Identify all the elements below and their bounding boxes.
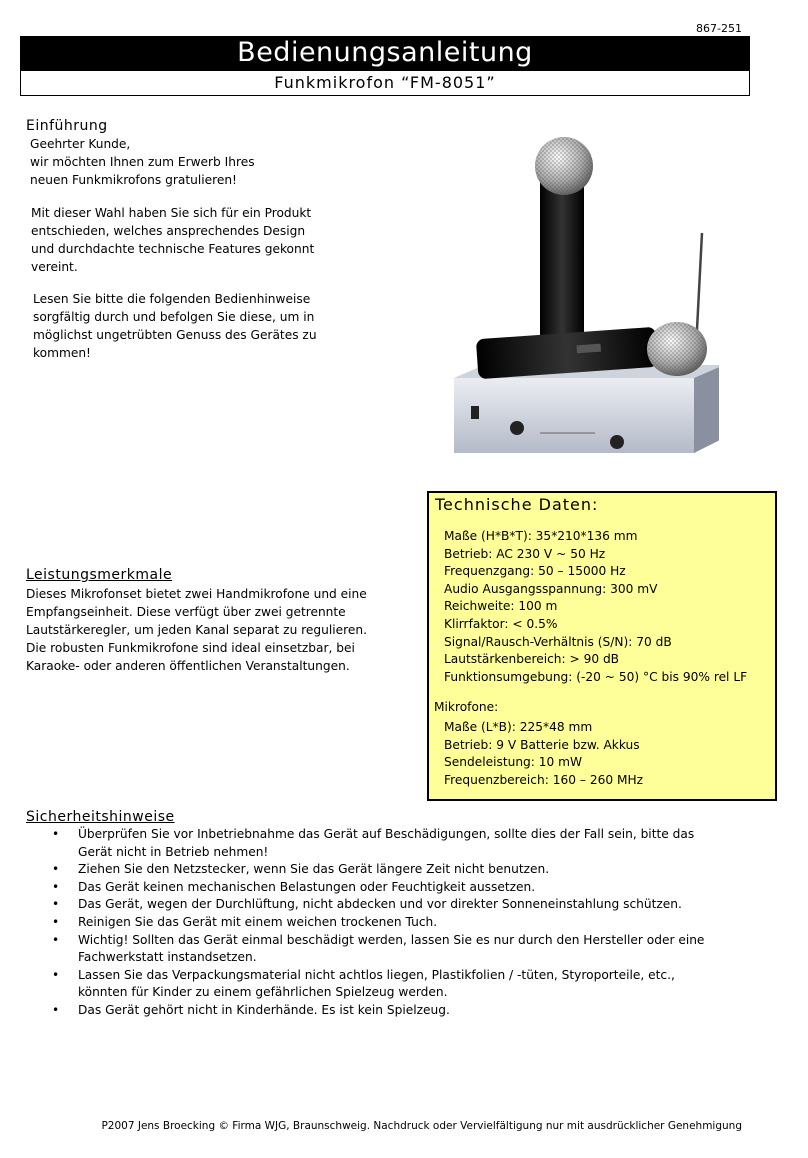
- volume-knob-icon: [510, 421, 524, 435]
- microphone-switch: [576, 344, 600, 354]
- text-line: neuen Funkmikrofons gratulieren!: [30, 173, 237, 187]
- text-line: entschieden, welches ansprechendes Design: [31, 224, 306, 238]
- technical-data-box: [427, 491, 777, 801]
- microphones-heading: Mikrofone:: [434, 700, 499, 714]
- text-line: • Überprüfen Sie vor Inbetriebnahme das Gerät auf Beschädigungen, sollte dies der Fall sein, bitte das: [78, 827, 695, 841]
- text-line: vereint.: [31, 260, 78, 274]
- spec-line: Betrieb: 9 V Batterie bzw. Akkus: [444, 737, 640, 752]
- text-line: und durchdachte technische Features gekonnt: [31, 242, 315, 256]
- receiver-front: [454, 378, 694, 453]
- spec-line: Maße (H*B*T): 35*210*136 mm: [444, 529, 638, 543]
- performance-text: [26, 585, 396, 675]
- spec-line: Signal/Rausch-Verhältnis (S/N): 70 dB: [444, 634, 672, 649]
- spec-line: Frequenzgang: 50 – 15000 Hz: [444, 564, 626, 579]
- receiver-side: [694, 365, 719, 453]
- text-line: möglichst ungetrübten Genuss des Gerätes zu: [33, 328, 317, 342]
- volume-knob-icon: [610, 435, 624, 449]
- text-line: Geehrter Kunde,: [30, 137, 131, 151]
- footer-copyright: P2007 Jens Broecking © Firma WJG, Braunschweig. Nachdruck oder Vervielfältigung nur mit ausdrücklicher Genehmigung: [101, 1120, 742, 1132]
- safety-heading: Sicherheitshinweise: [26, 809, 175, 825]
- text-line: Mit dieser Wahl haben Sie sich für ein Produkt: [31, 206, 312, 220]
- text-line: wir möchten Ihnen zum Erwerb Ihres: [30, 155, 255, 169]
- list-item: [52, 932, 752, 967]
- intro-paragraph-2: [31, 204, 361, 276]
- text-line: Die robusten Funkmikrofone sind ideal einsetzbar, bei: [26, 641, 355, 655]
- spec-line: Frequenzbereich: 160 – 260 MHz: [444, 772, 644, 787]
- spec-line: Funktionsumgebung: (-20 ~ 50) °C bis 90% rel LF: [444, 669, 748, 684]
- text-line: Dieses Mikrofonset bietet zwei Handmikrofone und eine: [26, 587, 367, 601]
- text-line: • Das Gerät keinen mechanischen Belastungen oder Feuchtigkeit aussetzen.: [78, 879, 536, 894]
- document-number: 867-251: [696, 22, 742, 35]
- list-item: [52, 861, 752, 879]
- text-line: • Wichtig! Sollten das Gerät einmal beschädigt werden, lassen Sie es nur durch den Hersteller oder eine: [78, 932, 705, 947]
- technical-data-heading: Technische Daten:: [435, 495, 599, 514]
- list-item: [52, 914, 752, 932]
- intro-heading: Einführung: [26, 118, 108, 134]
- intro-paragraph-1: [30, 135, 360, 189]
- power-switch-icon: [471, 406, 479, 419]
- microphone-spec-list: [444, 719, 643, 789]
- text-line: Karaoke- oder anderen öffentlichen Veranstaltungen.: [26, 659, 350, 673]
- microphone-handle: [540, 173, 584, 345]
- spec-line: Sendeleistung: 10 mW: [444, 755, 583, 770]
- text-line: Lesen Sie bitte die folgenden Bedienhinweise: [33, 292, 311, 306]
- list-item: [52, 1002, 752, 1020]
- list-item: [52, 896, 752, 914]
- text-line: • Das Gerät gehört nicht in Kinderhände. Es ist kein Spielzeug.: [78, 1002, 450, 1017]
- page-title: Bedienungsanleitung: [20, 36, 750, 70]
- text-line: • Lassen Sie das Verpackungsmaterial nicht achtlos liegen, Plastikfolien / -tüten, Styroporteile, etc.,: [78, 967, 675, 982]
- text-line: • Ziehen Sie den Netzstecker, wenn Sie das Gerät längere Zeit nicht benutzen.: [78, 862, 550, 877]
- text-line: Empfangseinheit. Diese verfügt über zwei getrennte: [26, 605, 346, 619]
- text-line: Gerät nicht in Betrieb nehmen!: [78, 844, 269, 859]
- spec-line: Klirrfaktor: < 0.5%: [444, 616, 558, 631]
- text-line: • Das Gerät, wegen der Durchlüftung, nicht abdecken und vor direkter Sonneneinstahlung schützen.: [78, 897, 682, 912]
- performance-heading: Leistungsmerkmale: [26, 567, 173, 583]
- list-item: [52, 826, 752, 861]
- technical-spec-list: [444, 528, 747, 686]
- page-subtitle: Funkmikrofon “FM-8051”: [20, 70, 750, 96]
- text-line: könnten für Kinder zu einem gefährlichen Spielzeug werden.: [78, 985, 448, 1000]
- text-line: • Reinigen Sie das Gerät mit einem weichen trockenen Tuch.: [78, 914, 438, 929]
- spec-line: Maße (L*B): 225*48 mm: [444, 720, 593, 734]
- spec-line: Lautstärkenbereich: > 90 dB: [444, 652, 620, 667]
- intro-paragraph-3: [33, 290, 363, 362]
- spec-line: Betrieb: AC 230 V ~ 50 Hz: [444, 546, 606, 561]
- text-line: Fachwerkstatt instandsetzen.: [78, 950, 257, 965]
- text-line: kommen!: [33, 346, 91, 360]
- product-photo: [445, 133, 719, 475]
- spec-line: Audio Ausgangsspannung: 300 mV: [444, 581, 658, 596]
- spec-line: Reichweite: 100 m: [444, 599, 558, 614]
- text-line: sorgfältig durch und befolgen Sie diese, um in: [33, 310, 315, 324]
- text-line: Lautstärkeregler, um jeden Kanal separat zu regulieren.: [26, 623, 367, 637]
- safety-list: [52, 826, 752, 1020]
- list-item: [52, 879, 752, 897]
- list-item: [52, 967, 752, 1002]
